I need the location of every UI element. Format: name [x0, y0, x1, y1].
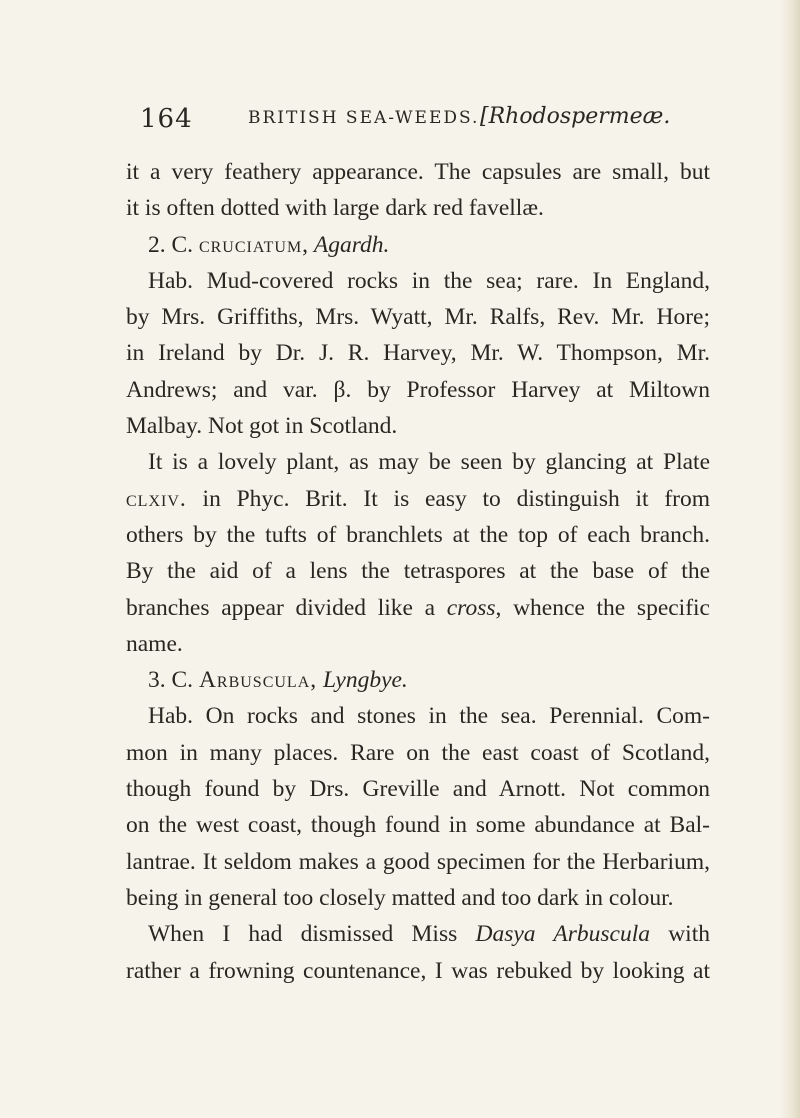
- species-heading-cruciatum: 2. C. cruciatum, Agardh.: [148, 231, 390, 258]
- text-line: though found by Drs. Greville and Arnott. Not common: [126, 776, 710, 803]
- text-line: Malbay. Not got in Scotland.: [126, 413, 398, 440]
- text-line: on the west coast, though found in some abundance at Bal-: [126, 812, 710, 839]
- text-line: branches appear divided like a cross, whence the specific: [126, 594, 710, 621]
- text-line: mon in many places. Rare on the east coast of Scotland,: [126, 739, 710, 766]
- section-title: [480, 104, 670, 129]
- text-line: By the aid of a lens the tetraspores at the base of the: [126, 558, 710, 585]
- text-line: in Ireland by Dr. J. R. Harvey, Mr. W. Thompson, Mr.: [126, 340, 710, 367]
- page-number: 164: [140, 104, 193, 134]
- text-line: it is often dotted with large dark red favellæ.: [126, 195, 544, 222]
- text-line: by Mrs. Griffiths, Mrs. Wyatt, Mr. Ralfs, Rev. Mr. Hore;: [126, 304, 710, 331]
- text-line: name.: [126, 630, 183, 657]
- text-line: lantrae. It seldom makes a good specimen for the Herbarium,: [126, 848, 710, 875]
- text-line: Hab. Mud-covered rocks in the sea; rare. In England,: [148, 267, 710, 294]
- text-line: others by the tufts of branchlets at the top of each branch.: [126, 521, 710, 548]
- text-line: It is a lovely plant, as may be seen by glancing at Plate: [148, 449, 710, 476]
- page-header: [140, 104, 700, 138]
- species-heading-arbuscula: 3. C. Arbuscula, Lyngbye.: [148, 667, 408, 694]
- text-line: being in general too closely matted and too dark in colour.: [126, 884, 674, 911]
- text-line: Andrews; and var. β. by Professor Harvey at Miltown: [126, 376, 710, 403]
- text-line: When I had dismissed Miss Dasya Arbuscula with: [148, 921, 710, 948]
- text-line: it a very feathery appearance. The capsules are small, but: [126, 159, 710, 185]
- section-title-text: [Rhodospermeæ.: [480, 104, 671, 129]
- running-title: BRITISH SEA-WEEDS.: [248, 108, 480, 128]
- body-text: [126, 154, 710, 989]
- text-line: clxiv. in Phyc. Brit. It is easy to distinguish it from: [126, 485, 710, 512]
- page-edge-shadow: [780, 0, 800, 1118]
- text-line: Hab. On rocks and stones in the sea. Perennial. Com-: [148, 703, 710, 730]
- text-line: rather a frowning countenance, I was rebuked by looking at: [126, 957, 710, 984]
